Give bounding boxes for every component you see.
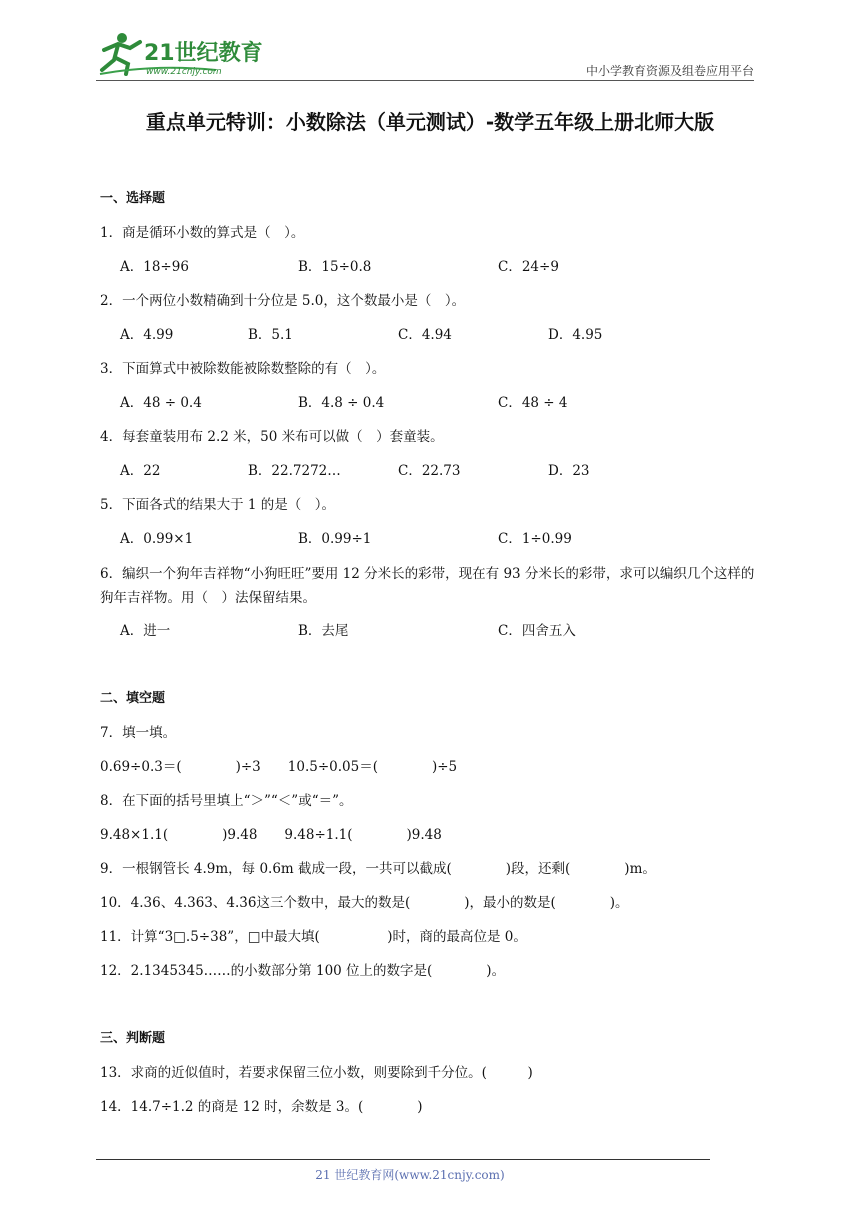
- runner-logo-icon: [96, 30, 266, 80]
- option-d: D．23: [548, 463, 590, 479]
- question-2-options: [100, 324, 760, 358]
- question-6-options: [100, 620, 760, 654]
- footer-divider: [96, 1159, 710, 1160]
- option-c: C．24÷9: [498, 259, 559, 275]
- section-heading: 一、选择题: [100, 191, 166, 206]
- svg-text:21世纪教育: 21世纪教育: [144, 41, 263, 66]
- option-c: C．1÷0.99: [498, 531, 572, 547]
- option-b: B．0.99÷1: [298, 531, 372, 547]
- question-8-blanks: 9.48×1.1( )9.48 9.48÷1.1( )9.48: [100, 827, 442, 843]
- option-b: B．22.7272…: [248, 463, 341, 479]
- option-a: A．22: [120, 463, 161, 479]
- header-divider: [96, 80, 754, 81]
- question-13: 13．求商的近似值时，若要求保留三位小数，则要除到千分位。( ): [100, 1065, 533, 1081]
- question-5: 5．下面各式的结果大于 1 的是（ ）。: [100, 497, 336, 513]
- question-2: 2．一个两位小数精确到十分位是 5.0，这个数最小是（ ）。: [100, 293, 466, 309]
- option-a: A．4.99: [120, 327, 174, 343]
- option-b: B．去尾: [298, 623, 349, 639]
- question-6: 6．编织一个狗年吉祥物“小狗旺旺”要用 12 分米长的彩带，现在有 93 分米长的彩带，求可以编织几个这样的狗年吉祥物。用（ ）法保留结果。: [100, 566, 755, 606]
- question-1: 1．商是循环小数的算式是（ ）。: [100, 225, 305, 241]
- question-5-options: [100, 528, 760, 562]
- option-c: C．22.73: [398, 463, 461, 479]
- question-11: 11．计算“3□.5÷38”，□中最大填( )时，商的最高位是 0。: [100, 929, 527, 945]
- option-d: D．4.95: [548, 327, 603, 343]
- question-3: 3．下面算式中被除数能被除数整除的有（ ）。: [100, 361, 386, 377]
- section-heading: 三、判断题: [100, 1031, 166, 1046]
- logo: [96, 30, 266, 80]
- question-14: 14．14.7÷1.2 的商是 12 时，余数是 3。( ): [100, 1099, 423, 1115]
- svg-text:www.21cnjy.com: www.21cnjy.com: [146, 67, 222, 77]
- question-3-options: [100, 392, 760, 426]
- section-heading: 二、填空题: [100, 691, 166, 706]
- option-c: C．四舍五入: [498, 623, 576, 639]
- question-8: 8．在下面的括号里填上“＞”“＜”或“＝”。: [100, 793, 353, 809]
- option-a: A．进一: [120, 623, 171, 639]
- question-4-options: [100, 460, 760, 494]
- question-7-blanks: 0.69÷0.3＝( )÷3 10.5÷0.05＝( )÷5: [100, 759, 458, 775]
- page-title: 重点单元特训：小数除法（单元测试）-数学五年级上册北师大版: [145, 110, 715, 134]
- option-a: A．18÷96: [120, 259, 189, 275]
- option-b: B．4.8 ÷ 0.4: [298, 395, 385, 411]
- question-9: 9．一根钢管长 4.9m，每 0.6m 截成一段，一共可以截成( )段，还剩( )m。: [100, 861, 656, 877]
- option-c: C．4.94: [398, 327, 452, 343]
- option-b: B．5.1: [248, 327, 293, 343]
- option-b: B．15÷0.8: [298, 259, 372, 275]
- question-1-options: [100, 256, 760, 290]
- platform-name: 中小学教育资源及组卷应用平台: [585, 64, 754, 78]
- question-7: 7．填一填。: [100, 725, 177, 741]
- question-12: 12．2.1345345……的小数部分第 100 位上的数字是( )。: [100, 963, 506, 979]
- document-body: [100, 188, 760, 1130]
- option-a: A．0.99×1: [120, 531, 194, 547]
- footer-text: 21 世纪教育网(www.21cnjy.com): [315, 1168, 505, 1182]
- question-4: 4．每套童装用布 2.2 米，50 米布可以做（ ）套童装。: [100, 429, 444, 445]
- option-a: A．48 ÷ 0.4: [120, 395, 202, 411]
- option-c: C．48 ÷ 4: [498, 395, 568, 411]
- question-10: 10．4.36、4.363、4.3̇6̇这三个数中，最大的数是( )，最小的数是( )。: [100, 895, 629, 911]
